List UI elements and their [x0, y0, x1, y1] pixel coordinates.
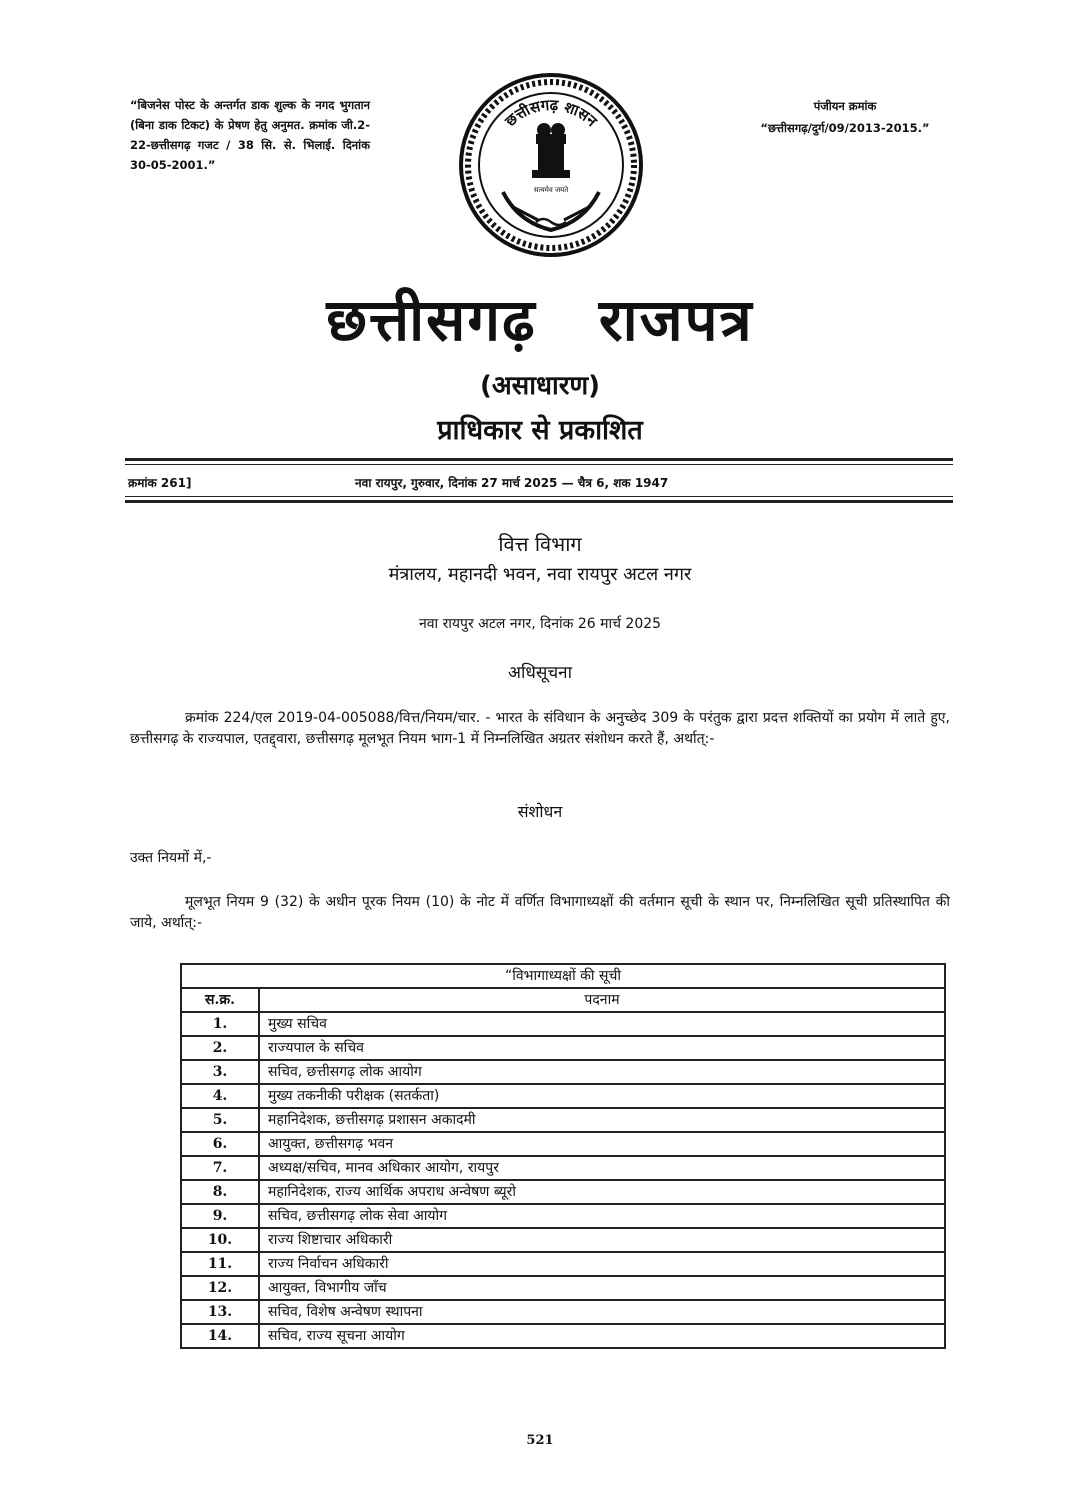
- row-designation: राज्यपाल के सचिव: [259, 1036, 945, 1060]
- row-serial: 12.: [181, 1276, 259, 1300]
- top-rule-thick: [125, 458, 953, 461]
- amendment-heading: संशोधन: [517, 802, 563, 821]
- table-row: [181, 1132, 945, 1156]
- department-address: मंत्रालय, महानदी भवन, नवा रायपुर अटल नगर: [388, 564, 692, 585]
- table-row: [181, 1180, 945, 1204]
- registration-label: पंजीयन क्रमांक: [813, 99, 877, 113]
- row-serial: 1.: [181, 1012, 259, 1036]
- table-caption: “विभागाध्यक्षों की सूची: [181, 964, 945, 988]
- published-by-authority: प्राधिकार से प्रकाशित: [437, 415, 643, 446]
- row-serial: 4.: [181, 1084, 259, 1108]
- row-designation: मुख्य सचिव: [259, 1012, 945, 1036]
- table-row: [181, 1300, 945, 1324]
- row-designation: सचिव, छत्तीसगढ़ लोक आयोग: [259, 1060, 945, 1084]
- row-designation: आयुक्त, विभागीय जाँच: [259, 1276, 945, 1300]
- row-serial: 14.: [181, 1324, 259, 1348]
- notification-heading: अधिसूचना: [508, 663, 572, 683]
- row-designation: सचिव, राज्य सूचना आयोग: [259, 1324, 945, 1348]
- bottom-rule-thin: [125, 496, 953, 497]
- issue-number: क्रमांक 261]: [128, 476, 192, 490]
- bottom-rule-thick: [125, 500, 953, 503]
- row-serial: 11.: [181, 1252, 259, 1276]
- table-row: [181, 1108, 945, 1132]
- row-serial: 8.: [181, 1180, 259, 1204]
- row-serial: 2.: [181, 1036, 259, 1060]
- hod-table: [180, 963, 946, 1349]
- col-header-serial: स.क्र.: [181, 988, 259, 1012]
- row-designation: सचिव, विशेष अन्वेषण स्थापना: [259, 1300, 945, 1324]
- table-row: [181, 1036, 945, 1060]
- row-serial: 5.: [181, 1108, 259, 1132]
- extraordinary-label: (असाधारण): [479, 371, 601, 401]
- row-designation: राज्य निर्वाचन अधिकारी: [259, 1252, 945, 1276]
- row-designation: अध्यक्ष/सचिव, मानव अधिकार आयोग, रायपुर: [259, 1156, 945, 1180]
- seal-text: छत्तीसगढ़ शासन: [501, 95, 601, 131]
- row-serial: 9.: [181, 1204, 259, 1228]
- amendment-body: मूलभूत नियम 9 (32) के अधीन पूरक नियम (10) के नोट में वर्णित विभागाध्यक्षों की वर्तमान सूची के स्थान पर, निम्नलिखित सूची प्रतिस्थापित की जाये, अर्थात्:-: [130, 894, 950, 931]
- notification-place-date: नवा रायपुर अटल नगर, दिनांक 26 मार्च 2025: [418, 616, 662, 632]
- registration-block: [735, 95, 955, 139]
- postal-notice: “बिजनेस पोस्ट के अन्तर्गत डाक शुल्क के नगद भुगतान (बिना डाक टिकट) के प्रेषण हेतु अनुमत. क्रमांक जी.2-22-छत्तीसगढ़ गजट / 38 सि. से. भिलाई. दिनांक 30-05-2001.”: [130, 98, 370, 172]
- registration-number: “छत्तीसगढ़/दुर्ग/09/2013-2015.”: [760, 121, 930, 135]
- table-row: [181, 1060, 945, 1084]
- table-row: [181, 1252, 945, 1276]
- department-name: वित्त विभाग: [498, 532, 582, 556]
- table-row: [181, 1228, 945, 1252]
- notification-preamble: क्रमांक 224/एल 2019-04-005088/वित्त/नियम/चार. - भारत के संविधान के अनुच्छेद 309 के परंतुक द्वारा प्रदत्त शक्तियों का प्रयोग में लाते हुए, छत्तीसगढ़ के राज्यपाल, एतद्द्वारा, छत्तीसगढ़ मूलभूत नियम भाग-1 में निम्नलिखित अग्रतर संशोधन करते हैं, अर्थात्:-: [130, 710, 950, 747]
- row-designation: महानिदेशक, राज्य आर्थिक अपराध अन्वेषण ब्यूरो: [259, 1180, 945, 1204]
- row-designation: मुख्य तकनीकी परीक्षक (सतर्कता): [259, 1084, 945, 1108]
- row-serial: 13.: [181, 1300, 259, 1324]
- row-serial: 3.: [181, 1060, 259, 1084]
- issue-date: नवा रायपुर, गुरुवार, दिनांक 27 मार्च 2025 — चैत्र 6, शक 1947: [355, 476, 669, 490]
- table-row: [181, 1276, 945, 1300]
- page-number: 521: [526, 1433, 554, 1448]
- table-row: [181, 1084, 945, 1108]
- row-designation: आयुक्त, छत्तीसगढ़ भवन: [259, 1132, 945, 1156]
- table-row: [181, 1156, 945, 1180]
- row-designation: सचिव, छत्तीसगढ़ लोक सेवा आयोग: [259, 1204, 945, 1228]
- seal-motto: सत्यमेव जयते: [533, 186, 569, 194]
- state-seal-emblem: [458, 72, 644, 258]
- table-row: [181, 1012, 945, 1036]
- row-designation: महानिदेशक, छत्तीसगढ़ प्रशासन अकादमी: [259, 1108, 945, 1132]
- row-serial: 10.: [181, 1228, 259, 1252]
- row-serial: 7.: [181, 1156, 259, 1180]
- row-serial: 6.: [181, 1132, 259, 1156]
- row-designation: राज्य शिष्टाचार अधिकारी: [259, 1228, 945, 1252]
- col-header-designation: पदनाम: [259, 988, 945, 1012]
- gazette-title: छत्तीसगढ़ राजपत्र: [326, 286, 754, 354]
- top-rule-thin: [125, 464, 953, 465]
- amendment-intro: उक्त नियमों में,-: [130, 850, 212, 866]
- table-row: [181, 1204, 945, 1228]
- table-row: [181, 1324, 945, 1348]
